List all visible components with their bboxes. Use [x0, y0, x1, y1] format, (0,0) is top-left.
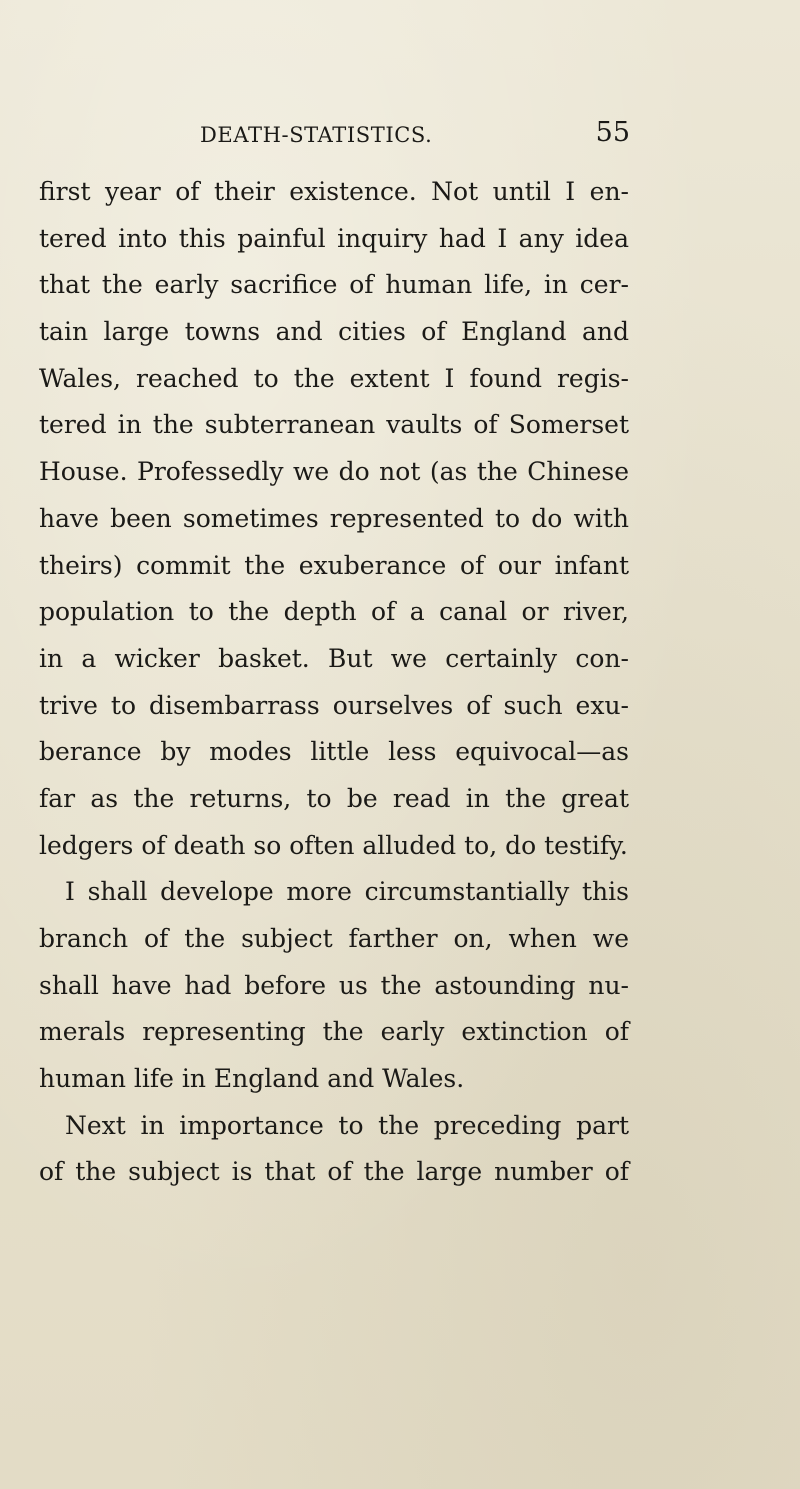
text-line: tered into this painful inquiry had I any idea	[39, 223, 629, 253]
text-line: shall have had before us the astounding nu-	[39, 970, 629, 1000]
text-line: House. Professedly we do not (as the Chinese	[39, 457, 629, 487]
text-line: Wales, reached to the extent I found regis-	[39, 363, 629, 393]
text-line: tered in the subterranean vaults of Somerset	[39, 410, 629, 440]
text-line: theirs) commit the exuberance of our infant	[39, 550, 629, 580]
text-line: berance by modes little less equivocal—as	[39, 737, 629, 767]
text-line: of the subject is that of the large number of	[39, 1157, 629, 1187]
text-line: ledgers of death so often alluded to, do testify.	[39, 830, 628, 860]
text-line: trive to disembarrass ourselves of such exu-	[39, 690, 629, 720]
page-number: 55	[595, 117, 630, 148]
body-text	[39, 169, 629, 1196]
running-head-title: DEATH-STATISTICS.	[200, 123, 433, 147]
text-line: Next in importance to the preceding part	[65, 1110, 629, 1140]
text-line: have been sometimes represented to do with	[39, 503, 629, 533]
text-line: first year of their existence. Not until I en-	[39, 177, 629, 206]
text-line: population to the depth of a canal or river,	[39, 597, 629, 627]
text-line: tain large towns and cities of England and	[39, 317, 629, 347]
text-line: in a wicker basket. But we certainly con-	[39, 643, 629, 673]
text-line: branch of the subject farther on, when we	[39, 924, 629, 953]
text-line: I shall develope more circumstantially this	[65, 877, 629, 907]
text-line: merals representing the early extinction of	[39, 1017, 629, 1047]
text-line: that the early sacrifice of human life, in cer-	[39, 270, 629, 300]
text-line: far as the returns, to be read in the great	[39, 783, 629, 813]
text-line: human life in England and Wales.	[39, 1064, 465, 1094]
running-head	[0, 0, 800, 170]
